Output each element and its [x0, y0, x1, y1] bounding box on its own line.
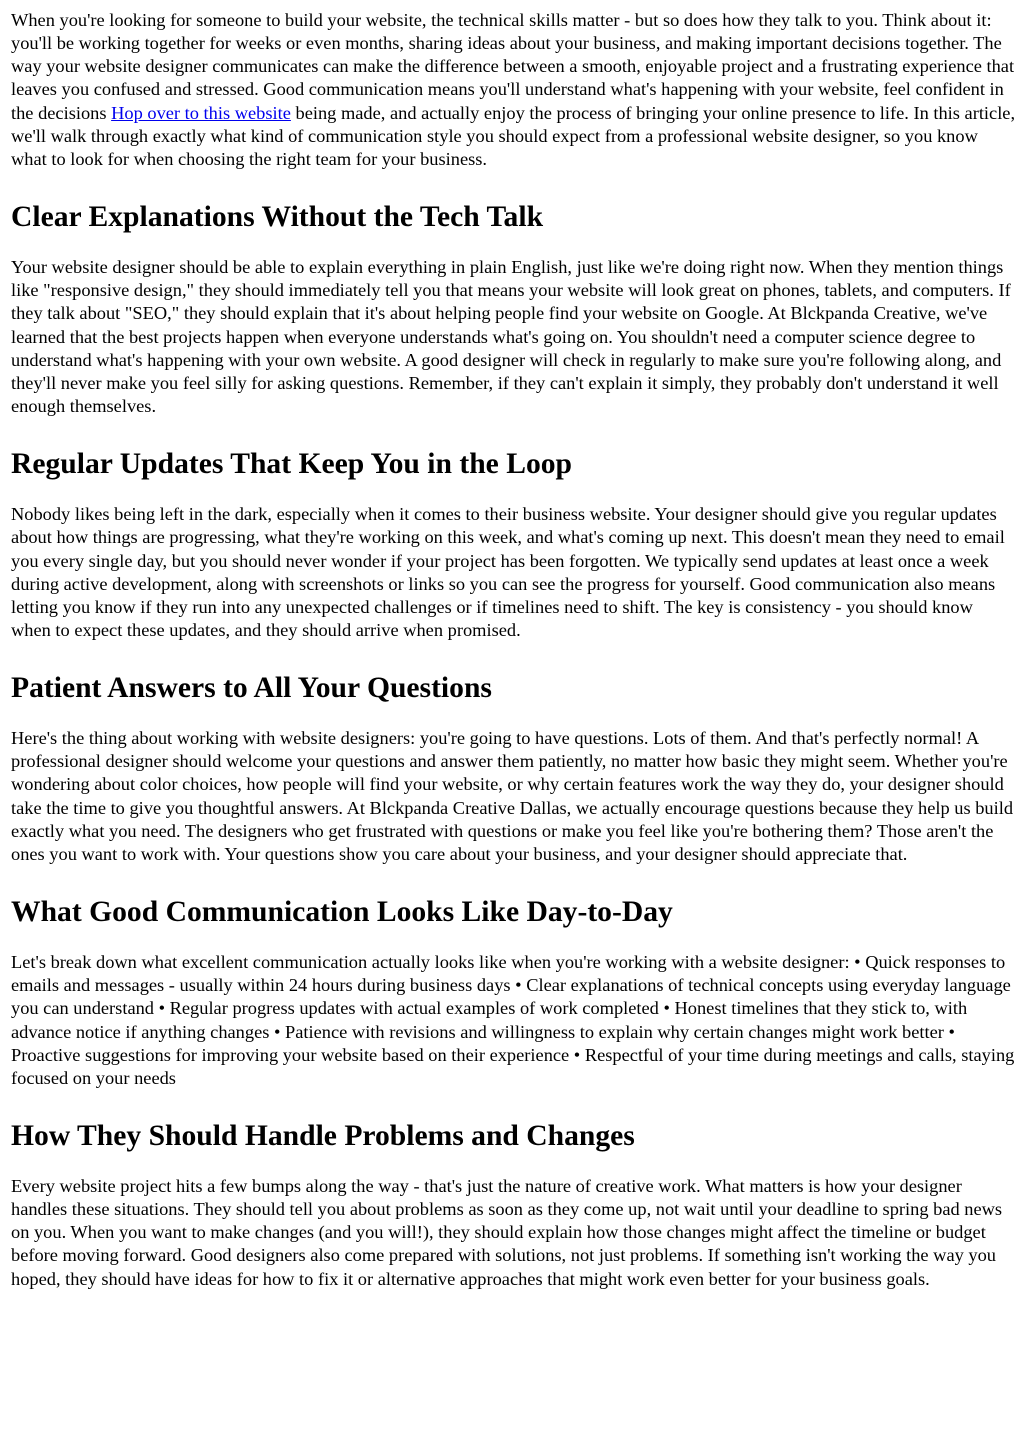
section-paragraph: Nobody likes being left in the dark, especially when it comes to their business website. Your designer should give you regular updates about how things are progressing, what they're working on this week, and what's coming up next. This doesn't mean they need to email you every single day, but you should never wonder if your project has been forgotten. We typically send updates at least once a week during active development, along with screenshots or links so you can see the progress for yourself. Good communication also means letting you know if they run into any unexpected challenges or if timelines need to shift. The key is consistency - you should know when to expect these updates, and they should arrive when promised.	[11, 504, 1005, 640]
section-regular-updates	[11, 446, 1016, 642]
section-paragraph: Let's break down what excellent communication actually looks like when you're working with a website designer: • Quick responses to emails and messages - usually within 24 hours during business days • Clear explanations of technical concepts using everyday language you can understand • Regular progress updates with actual examples of work completed • Honest timelines that they stick to, with advance notice if anything changes • Patience with revisions and willingness to explain why certain changes might work better • Proactive suggestions for improving your website based on their experience • Respectful of your time during meetings and calls, staying focused on your needs	[11, 952, 1015, 1088]
section-heading: Clear Explanations Without the Tech Talk	[11, 201, 544, 234]
section-heading: Patient Answers to All Your Questions	[11, 672, 492, 705]
section-paragraph: Every website project hits a few bumps along the way - that's just the nature of creative work. What matters is how your designer handles these situations. They should tell you about problems as soon as they come up, not wait until your deadline to spring bad news on you. When you want to make changes (and you will!), they should explain how those changes might affect the timeline or budget before moving forward. Good designers also come prepared with solutions, not just problems. If something isn't working the way you hoped, they should have ideas for how to fix it or alternative approaches that might work even better for your business goals.	[11, 1176, 1003, 1289]
section-patient-answers	[11, 670, 1016, 866]
intro-paragraph	[11, 9, 1016, 171]
section-heading: What Good Communication Looks Like Day-to-Day	[11, 896, 673, 929]
section-day-to-day	[11, 894, 1016, 1090]
section-paragraph: Here's the thing about working with website designers: you're going to have questions. Lots of them. And that's perfectly normal! A professional designer should welcome your questions and answer them patiently, no matter how basic they might seem. Whether you're wondering about color choices, how people will find your website, or why certain features work the way they do, your designer should take the time to give you thoughtful answers. At Blckpanda Creative Dallas, we actually encourage questions because they help us build exactly what you need. The designers who get frustrated with questions or make you feel like you're bothering them? Those aren't the ones you want to work with. Your questions show you care about your business, and your designer should appreciate that.	[11, 728, 1014, 864]
intro-text-after-link: being made, and actually enjoy the process of bringing your online presence to life. In this article, we'll walk through exactly what kind of communication style you should expect from a professional website designer, so you know what to look for when choosing the right team for your business.	[11, 102, 1016, 169]
section-paragraph: Your website designer should be able to explain everything in plain English, just like we're doing right now. When they mention things like "responsive design," they should immediately tell you that means your website will look great on phones, tablets, and computers. If they talk about "SEO," they should explain that it's about helping people find your website on Google. At Blckpanda Creative, we've learned that the best projects happen when everyone understands what's going on. You shouldn't need a computer science degree to understand what's happening with your own website. A good designer will check in regularly to make sure you're following along, and they'll never make you feel silly for asking questions. Remember, if they can't explain it simply, they probably don't understand it well enough themselves.	[11, 257, 1011, 417]
section-clear-explanations	[11, 199, 1016, 418]
hop-over-link[interactable]: Hop over to this website	[111, 102, 291, 123]
section-problems-changes	[11, 1118, 1016, 1291]
intro-text-before-link: When you're looking for someone to build your website, the technical skills matter - but so does how they talk to you. Think about it: you'll be working together for weeks or even months, sharing ideas about your business, and making important decisions together. The way your website designer communicates can make the difference between a smooth, enjoyable project and a frustrating experience that leaves you confused and stressed. Good communication means you'll understand what's happening with your website, feel confident in the decisions	[11, 10, 1015, 123]
section-heading: Regular Updates That Keep You in the Loop	[11, 448, 572, 481]
section-heading: How They Should Handle Problems and Changes	[11, 1120, 635, 1152]
article	[11, 9, 1016, 1291]
